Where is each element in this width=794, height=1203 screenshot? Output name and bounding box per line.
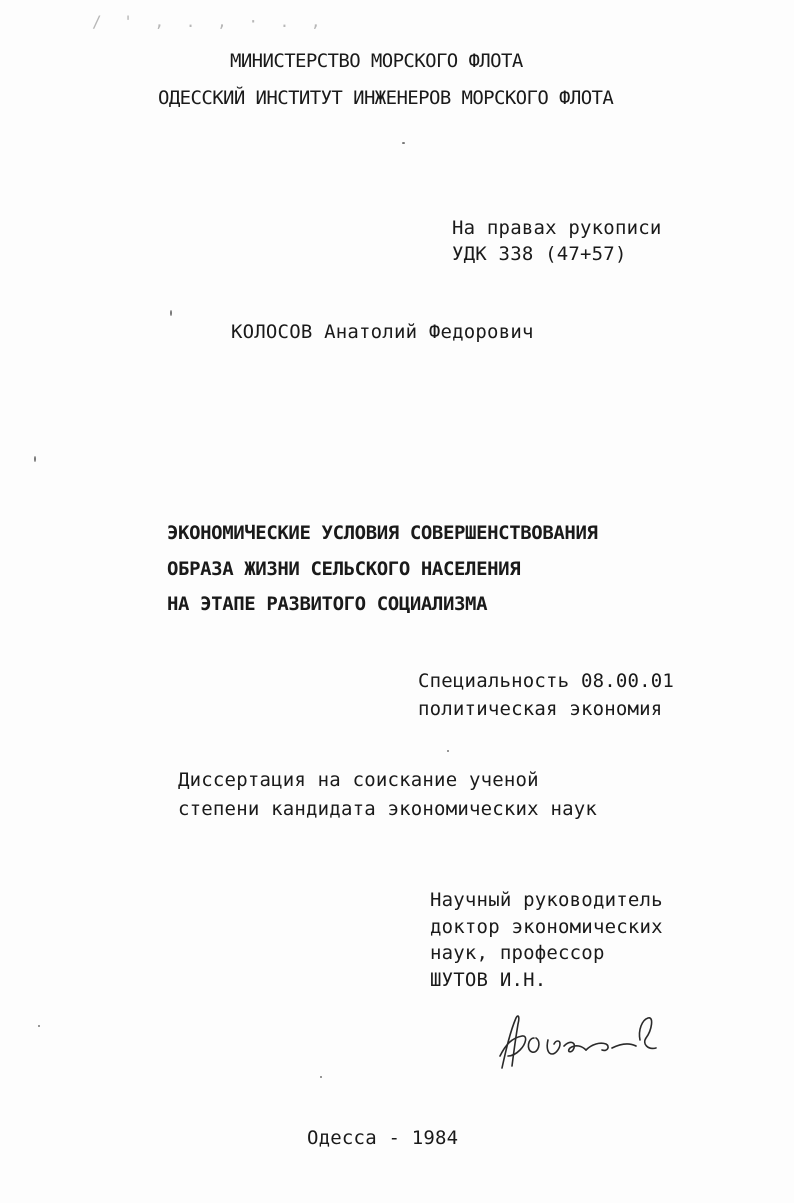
handwritten-signature: [490, 1010, 680, 1080]
scan-speck: [447, 750, 449, 752]
udc-code: УДК 338 (47+57): [452, 243, 627, 265]
advisor-name: ШУТОВ И.Н.: [430, 969, 547, 991]
ministry-heading: МИНИСТЕРСТВО МОРСКОГО ФЛОТА: [230, 50, 523, 72]
advisor-role: Научный руководитель: [430, 889, 663, 911]
specialty-name: политическая экономия: [418, 698, 663, 720]
scan-speck: [34, 456, 36, 462]
scan-speck: [170, 310, 172, 316]
scan-speck: [320, 1076, 322, 1078]
scan-speck: [38, 1025, 40, 1027]
institute-heading: ОДЕССКИЙ ИНСТИТУТ ИНЖЕНЕРОВ МОРСКОГО ФЛОТА: [158, 87, 614, 109]
advisor-degree-line-1: доктор экономических: [430, 916, 663, 938]
thesis-title-line-3: НА ЭТАПЕ РАЗВИТОГО СОЦИАЛИЗМА: [167, 593, 488, 615]
advisor-degree-line-2: наук, профессор: [430, 942, 605, 964]
thesis-title-line-1: ЭКОНОМИЧЕСКИЕ УСЛОВИЯ СОВЕРШЕНСТВОВАНИЯ: [167, 522, 598, 544]
manuscript-rights: На правах рукописи: [452, 217, 662, 239]
dissertation-purpose-line-2: степени кандидата экономических наук: [178, 798, 598, 820]
specialty-code: Специальность 08.00.01: [418, 670, 675, 692]
place-and-year: Одесса - 1984: [307, 1127, 459, 1149]
faint-marginal-marks: / ' , . , · . ,: [92, 12, 327, 31]
thesis-title-line-2: ОБРАЗА ЖИЗНИ СЕЛЬСКОГО НАСЕЛЕНИЯ: [167, 558, 521, 580]
dissertation-purpose-line-1: Диссертация на соискание ученой: [178, 769, 539, 791]
scan-speck: [402, 142, 405, 144]
author-name: КОЛОСОВ Анатолий Федорович: [231, 321, 534, 343]
